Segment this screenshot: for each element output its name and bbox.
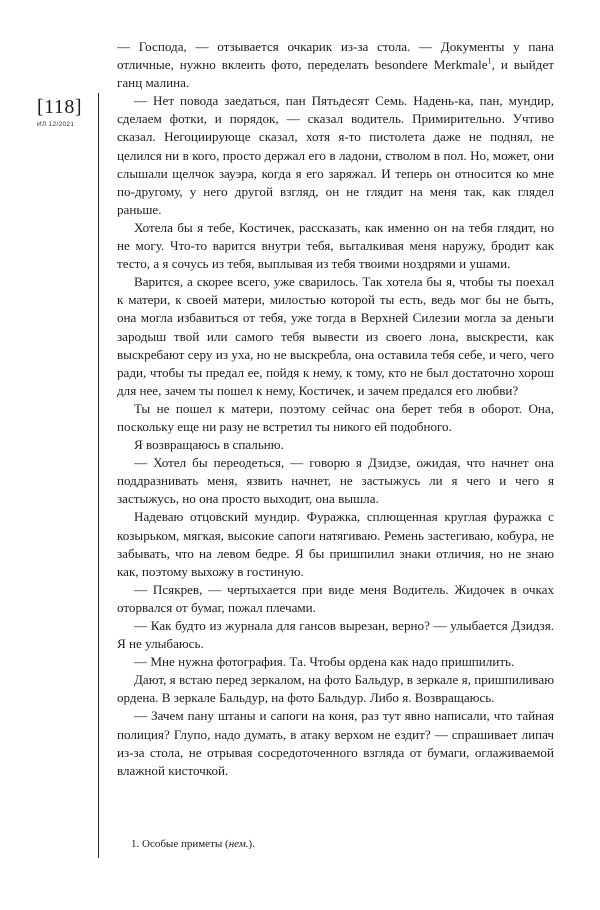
margin-rule — [98, 93, 99, 858]
paragraph-12: Дают, я встаю перед зеркалом, на фото Бальдур, в зеркале я, пришпиливаю ордена. В зеркале Бальдур, на фото Бальдур. Либо я. Возвращаюсь. — [117, 672, 554, 706]
footnote-ref-mark: 1 — [487, 56, 492, 66]
paragraph-4: Варится, а скорее всего, уже сварилось. Так хотела бы я, чтобы ты поехал к матери, к своей матери, милостью которой ты есть, ведь мог бы не быть, она могла избавиться от тебя, уже тогда в Верхней Силезии могла за деньги зародыш твой или самого тебя вывести из своего лона, выскрести, как выскребают серу из уха, но не выскребла, она оставила тебя себе, и чего, чего ради, чтобы ты предал ее, пойдя к нему, к тому, кто не был достаточно хорош для нее, зачем ты пошел к нему, Костичек, и зачем предался его любви? — [117, 274, 554, 398]
footnote — [131, 837, 551, 851]
paragraph-11: — Мне нужна фотография. Та. Чтобы ордена как надо пришпилить. — [134, 654, 515, 670]
paragraph-2: — Нет повода заедаться, пан Пятьдесят Семь. Надень-ка, пан, мундир, сделаем фотки, и порядок, — сказал водитель. Примирительно. Учтиво сказал. Негоциирующе сказал, хотя я-то пистолета даже не поднял, не целился ни в кого, просто держал его в ладони, стволом в пол. Но, может, они слышали щелчок зауэра, когда я его заряжал. И теперь он относится ко мне по-другому, у него другой взгляд, он не глядит на меня так, как глядел раньше. — [117, 93, 554, 217]
paragraph-3: Хотела бы я тебе, Костичек, рассказать, как именно он на тебя глядит, но не могу. Что-то варится внутри тебя, выталкивая меня наружу, бродит как тесто, а я сочусь из тебя, выплывая из тебя твоими ноздрями и ушами. — [117, 219, 554, 272]
paragraph-8: Надеваю отцовский мундир. Фуражка, сплющенная круглая фуражка с козырьком, мягкая, высокие сапоги натягиваю. Ремень застегиваю, кобура, не забывать, что на левом бедре. Я бы пришпилил знаки отличия, но не знаю как, поэтому выхожу в гостиную. — [117, 509, 554, 579]
paragraph-5: Ты не пошел к матери, поэтому сейчас она берет тебя в оборот. Она, поскольку еще ни разу не встретил ты никого ей подобного. — [117, 400, 554, 434]
paragraph-1 — [117, 38, 554, 92]
paragraph-13: — Зачем пану штаны и сапоги на коня, раз тут явно написали, что тайная полиция? Глупо, надо думать, в атаку верхом не ездит? — спрашивает липач из-за стола, не отрывая сосредоточенного взгляда от бумаги, оглаживаемой влажной кисточкой. — [117, 708, 554, 778]
footnote-lang: нем. — [228, 838, 249, 850]
paragraph-1-text: — Господа, — отзывается очкарик из-за стола. — Документы у пана отличные, нужно вклеить фото, переделать besondere Merkmale — [117, 39, 554, 73]
paragraph-6: Я возвращаюсь в спальню. — [134, 437, 284, 453]
paragraph-9: — Псякрев, — чертыхается при виде меня Водитель. Жидочек в очках оторвался от бумаг, пожал плечами. — [117, 581, 554, 615]
paragraph-7: — Хотел бы переодеться, — говорю я Дзидзе, ожидая, что начнет она поддразнивать меня, язвить начнет, не застыжусь ли я чего и чего я застыжусь, но она просто выходит, она вышла. — [117, 455, 554, 507]
paragraph-10: — Как будто из журнала для гансов вырезан, верно? — улыбается Дзидзя. Я не улыбаюсь. — [117, 618, 554, 652]
footnote-close: ). — [248, 838, 255, 850]
text-column — [117, 38, 554, 780]
page-number: [118] — [37, 96, 83, 118]
paragraph-1-tail: , и выйдет ганц малина. — [117, 57, 554, 91]
issue-label: ИЛ 12/2021 — [37, 121, 75, 128]
footnote-text: 1. Особые приметы ( — [131, 838, 229, 850]
